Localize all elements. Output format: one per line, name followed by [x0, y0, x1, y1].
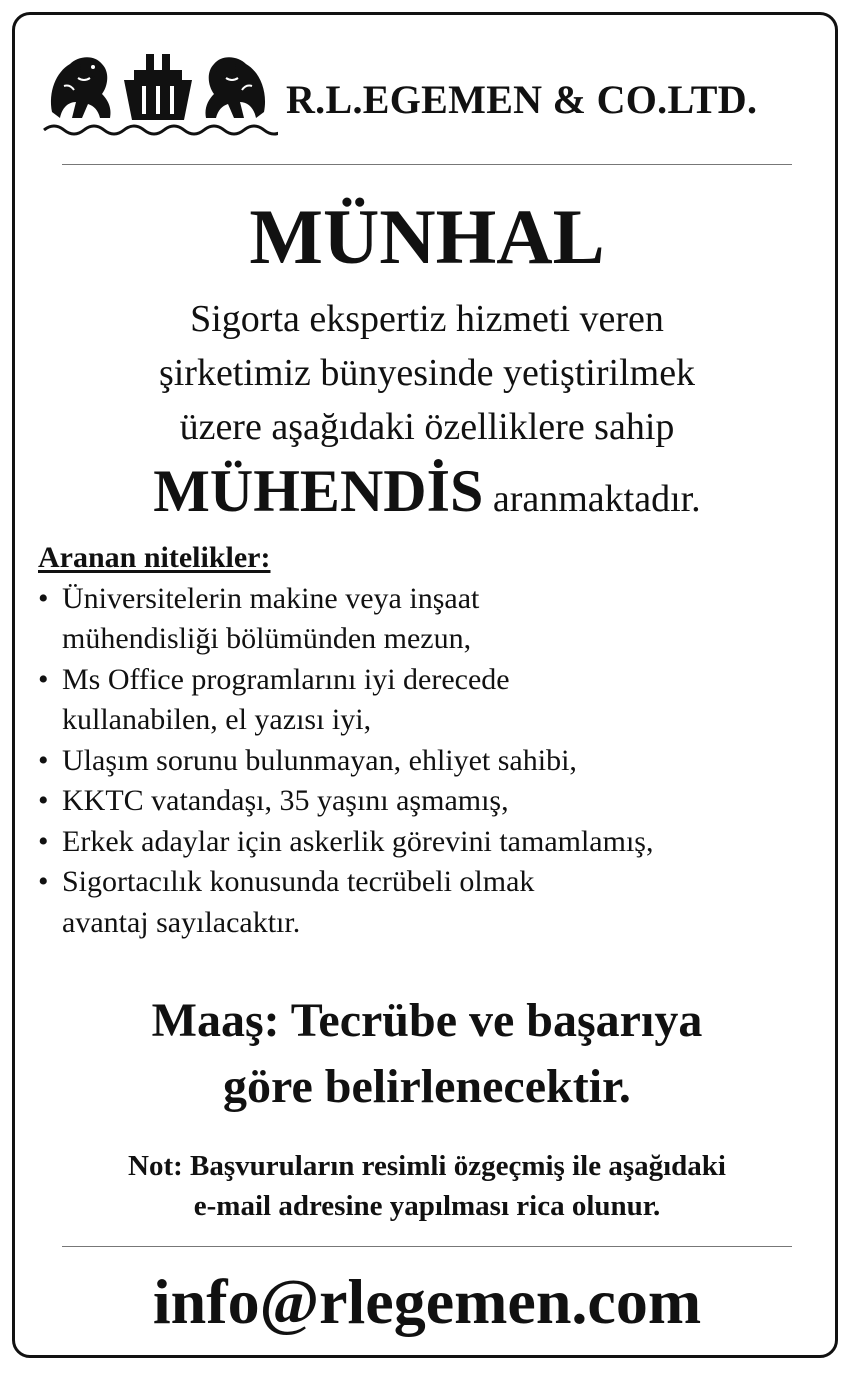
bullet-icon: • [38, 784, 49, 817]
qualification-line: Ulaşım sorunu bulunmayan, ehliyet sahibi, [62, 743, 577, 777]
header-divider [62, 164, 792, 165]
contact-email: info@rlegemen.com [152, 1266, 702, 1337]
qualifications-section [38, 538, 828, 943]
qualification-item [38, 781, 828, 822]
bullet-icon: • [38, 581, 49, 615]
company-name: R.L.EGEMEN & CO.LTD. [286, 77, 758, 122]
qualification-line: Ms Office programlarını iyi derecede [62, 662, 510, 696]
qualification-line: mühendisliği bölümünden mezun, [62, 622, 472, 655]
qualification-line: kullanabilen, el yazısı iyi, [62, 703, 372, 736]
qualification-item [38, 741, 828, 782]
application-note [0, 1146, 854, 1226]
salary-line: göre belirlenecektir. [223, 1060, 631, 1113]
qualifications-heading: Aranan nitelikler: [38, 541, 271, 574]
qualification-item [38, 660, 828, 741]
qualification-item [38, 862, 828, 943]
role-line [0, 456, 854, 534]
bullet-icon: • [38, 662, 49, 696]
bullet-icon: • [38, 743, 49, 777]
footer-divider [62, 1246, 792, 1247]
qualification-line: Sigortacılık konusunda tecrübeli olmak [62, 865, 535, 898]
qualification-item [38, 822, 828, 863]
note-line: Not: Başvuruların resimli özgeçmiş ile aşağıdaki [128, 1150, 726, 1182]
intro-text [0, 292, 854, 454]
intro-line: üzere aşağıdaki özelliklere sahip [179, 406, 675, 448]
intro-line: Sigorta ekspertiz hizmeti veren [190, 298, 664, 340]
bullet-icon: • [38, 865, 49, 898]
role-suffix: aranmaktadır. [492, 478, 701, 520]
note-line: e-mail adresine yapılması rica olunur. [193, 1190, 661, 1222]
qualification-line: avantaj sayılacaktır. [62, 905, 301, 939]
salary-line: Maaş: Tecrübe ve başarıya [151, 994, 703, 1047]
qualification-line: Üniversitelerin makine veya inşaat [62, 581, 480, 615]
bullet-icon: • [38, 824, 49, 858]
intro-line: şirketimiz bünyesinde yetiştirilmek [158, 352, 696, 394]
role-name: MÜHENDİS [153, 458, 484, 524]
qualification-line: Erkek adaylar için askerlik görevini tamamlamış, [62, 824, 654, 858]
lions-and-ship-emblem-icon [38, 42, 278, 138]
salary-info [0, 988, 854, 1120]
qualification-item [38, 579, 828, 660]
qualification-line: KKTC vatandaşı, 35 yaşını aşmamış, [62, 784, 509, 817]
ad-title: MÜNHAL [249, 193, 605, 280]
